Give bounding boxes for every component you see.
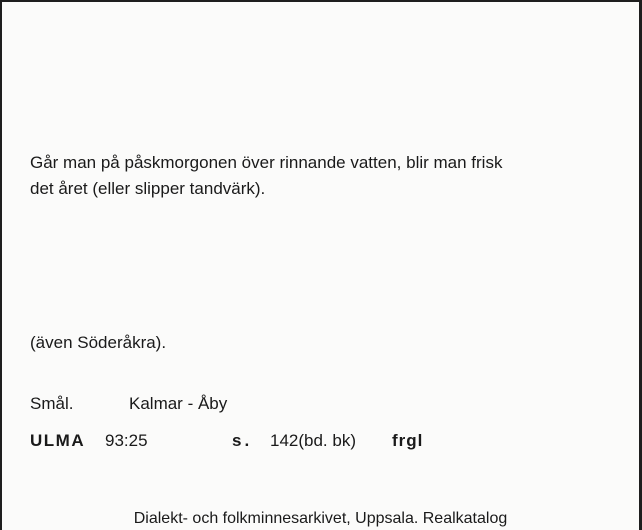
card-text-line: det året (eller slipper tandvärk). bbox=[30, 179, 266, 198]
page-value: 142(bd. bk) bbox=[270, 431, 356, 450]
card-text-line: Går man på påskmorgonen över rinnande vatten, blir man frisk bbox=[30, 153, 503, 172]
card-body-text bbox=[30, 150, 620, 202]
location-label: Kalmar - Åby bbox=[129, 394, 228, 413]
page-label: s. bbox=[232, 431, 253, 450]
category-tag: frgl bbox=[392, 431, 424, 450]
archive-footer: Dialekt- och folkminnesarkivet, Uppsala. Realkatalog bbox=[133, 510, 508, 527]
archive-code: ULMA bbox=[30, 431, 86, 450]
archive-number: 93:25 bbox=[105, 431, 148, 450]
card-note: (även Söderåkra). bbox=[30, 333, 167, 352]
province-label: Smål. bbox=[30, 394, 74, 413]
